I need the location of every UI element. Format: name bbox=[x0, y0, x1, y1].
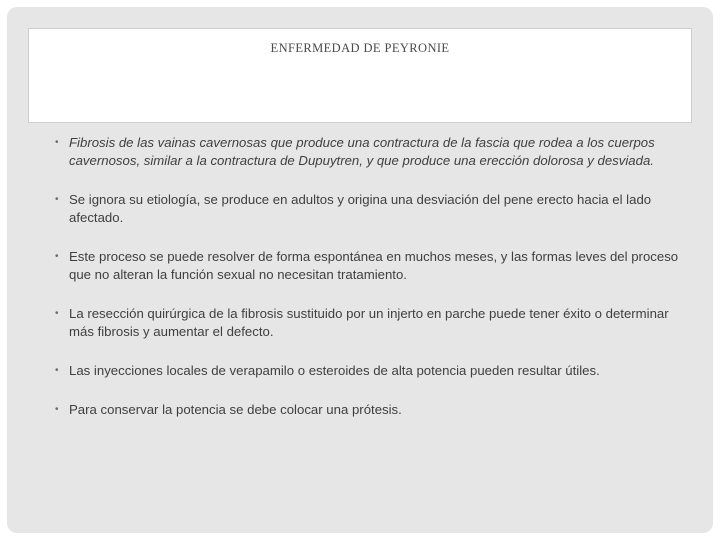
bullet-text: Las inyecciones locales de verapamilo o esteroides de alta potencia pueden resultar útiles. bbox=[69, 363, 600, 378]
bullet-text: La resección quirúrgica de la fibrosis sustituido por un injerto en parche puede tener éxito o determinar más fibrosis y aumentar el defecto. bbox=[69, 306, 669, 339]
bullet-icon: • bbox=[55, 365, 59, 376]
title-box bbox=[28, 28, 692, 123]
slide-title: ENFERMEDAD DE PEYRONIE bbox=[270, 41, 450, 55]
bullet-icon: • bbox=[55, 194, 59, 205]
bullet-text: Fibrosis de las vainas cavernosas que produce una contractura de la fascia que rodea a los cuerpos cavernosos, similar a la contractura de Dupuytren, y que produce una erección dolorosa y desviada. bbox=[69, 135, 655, 168]
bullet-text: Se ignora su etiología, se produce en adultos y origina una desviación del pene erecto hacia el lado afectado. bbox=[69, 192, 652, 225]
bullet-list bbox=[55, 134, 685, 440]
bullet-item bbox=[55, 191, 685, 227]
bullet-text: Este proceso se puede resolver de forma espontánea en muchos meses, y las formas leves del proceso que no alteran la función sexual no necesitan tratamiento. bbox=[69, 249, 679, 282]
bullet-icon: • bbox=[55, 137, 59, 148]
bullet-text: Para conservar la potencia se debe colocar una prótesis. bbox=[69, 402, 402, 417]
bullet-item bbox=[55, 305, 685, 341]
bullet-item bbox=[55, 248, 685, 284]
bullet-item bbox=[55, 401, 685, 419]
bullet-item bbox=[55, 362, 685, 380]
bullet-icon: • bbox=[55, 308, 59, 319]
bullet-item bbox=[55, 134, 685, 170]
bullet-icon: • bbox=[55, 404, 59, 415]
slide bbox=[7, 7, 713, 533]
bullet-icon: • bbox=[55, 251, 59, 262]
